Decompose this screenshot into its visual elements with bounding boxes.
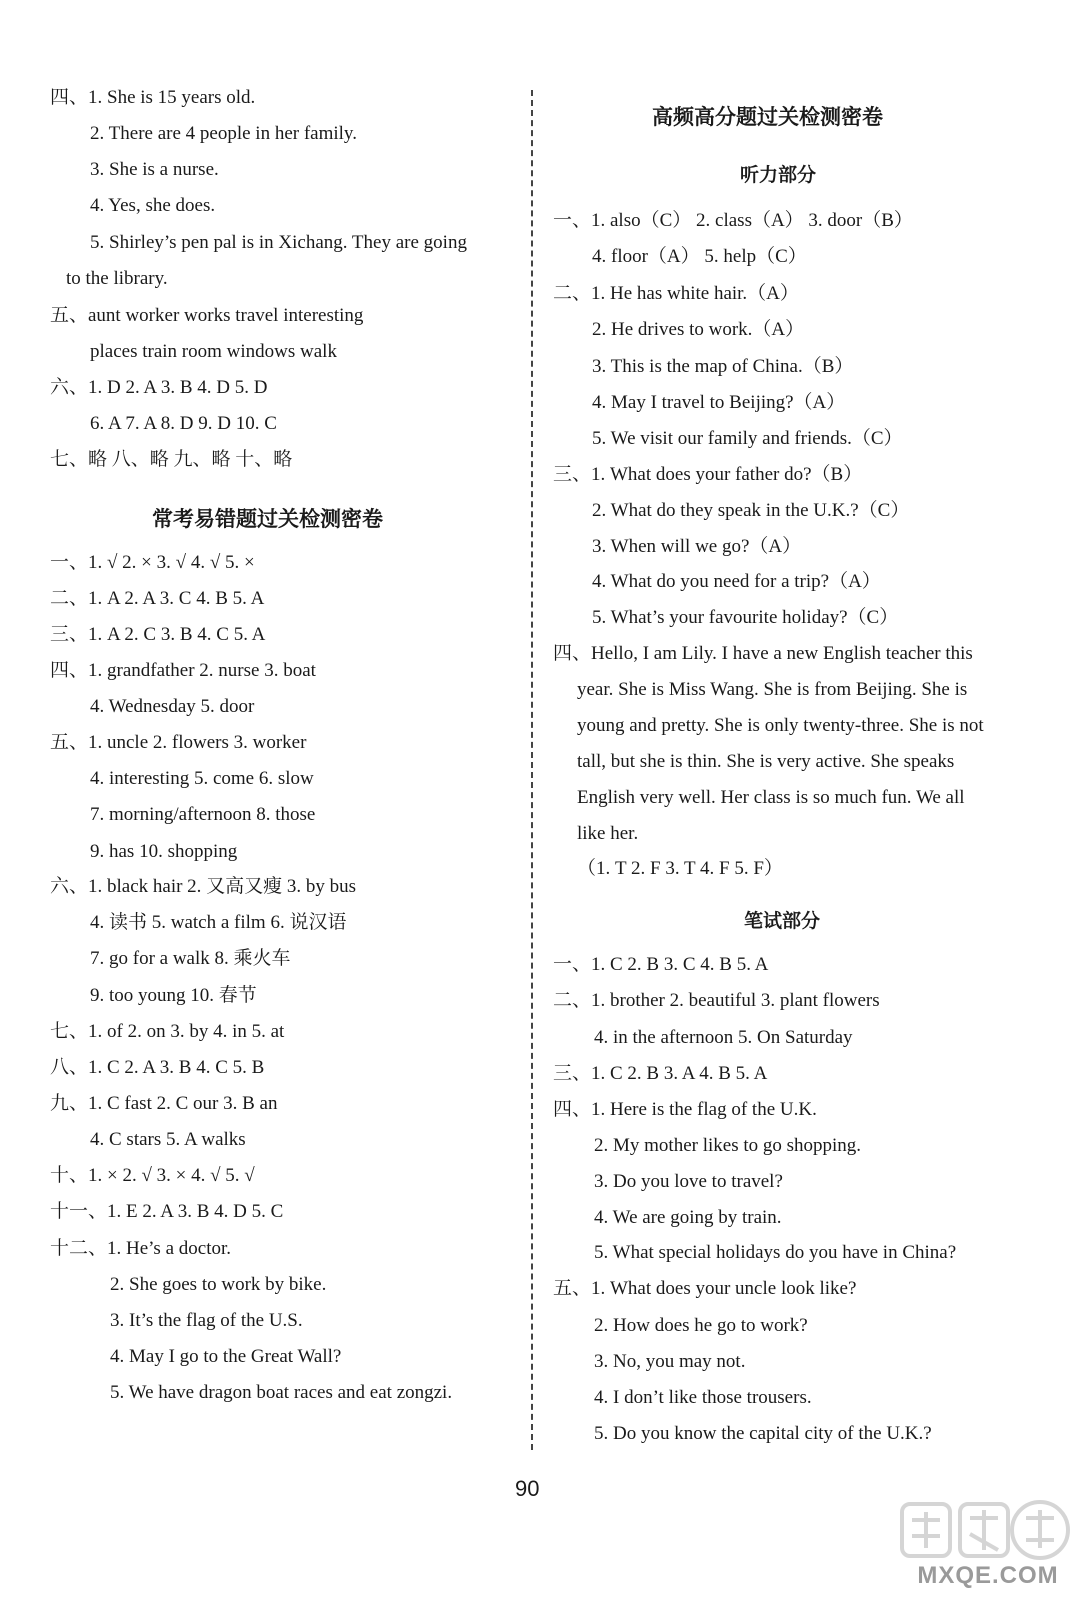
answer-line: 4. May I travel to Beijing?（A） — [592, 392, 846, 413]
answer-line: 4. interesting 5. come 6. slow — [90, 768, 314, 789]
answer-line: places train room windows walk — [90, 341, 337, 362]
page-number: 90 — [515, 1476, 540, 1501]
answer-line: 7. go for a walk 8. 乘火车 — [90, 948, 291, 969]
answer-line: 二、1. brother 2. beautiful 3. plant flowers — [553, 990, 880, 1011]
answer-line: 5. What special holidays do you have in China? — [594, 1242, 957, 1263]
answer-line: 五、1. What does your uncle look like? — [553, 1278, 857, 1299]
answer-line: 一、1. C 2. B 3. C 4. B 5. A — [553, 954, 769, 975]
answer-line: 九、1. C fast 2. C our 3. B an — [50, 1093, 278, 1114]
answer-line: 四、1. She is 15 years old. — [50, 87, 256, 108]
answer-line: 4. Yes, she does. — [90, 195, 216, 216]
answer-line: 五、aunt worker works travel interesting — [50, 305, 364, 326]
answer-line: 4. in the afternoon 5. On Saturday — [594, 1027, 853, 1048]
answer-line: 十、1. × 2. √ 3. × 4. √ 5. √ — [50, 1165, 255, 1186]
answer-line: 4. C stars 5. A walks — [90, 1129, 246, 1150]
answer-line: 4. We are going by train. — [594, 1207, 782, 1228]
answer-line: like her. — [577, 823, 639, 844]
answer-line: 3. It’s the flag of the U.S. — [110, 1310, 303, 1331]
answer-line: 6. A 7. A 8. D 9. D 10. C — [90, 413, 277, 434]
answer-line: 3. She is a nurse. — [90, 159, 219, 180]
answer-line: 十二、1. He’s a doctor. — [50, 1238, 232, 1259]
answer-line: 七、略 八、略 九、略 十、略 — [50, 449, 293, 470]
answer-line: 一、1. √ 2. × 3. √ 4. √ 5. × — [50, 552, 255, 573]
answer-line: 5. What’s your favourite holiday?（C） — [592, 607, 899, 628]
answer-line: 4. May I go to the Great Wall? — [110, 1346, 342, 1367]
answer-line: 二、1. He has white hair.（A） — [553, 283, 799, 304]
answer-line: 5. Shirley’s pen pal is in Xichang. They are going — [90, 232, 467, 253]
answer-line: 三、1. A 2. C 3. B 4. C 5. A — [50, 624, 266, 645]
answer-line: 3. This is the map of China.（B） — [592, 356, 854, 377]
answer-line: English very well. Her class is so much fun. We all — [577, 787, 965, 808]
answer-line: 三、1. C 2. B 3. A 4. B 5. A — [553, 1063, 768, 1084]
answer-line: 六、1. black hair 2. 又高又瘦 3. by bus — [50, 876, 357, 897]
answer-line: 四、1. grandfather 2. nurse 3. boat — [50, 660, 316, 681]
section-subtitle: 笔试部分 — [744, 910, 821, 932]
answer-line: （1. T 2. F 3. T 4. F 5. F） — [577, 858, 783, 879]
answer-line: 2. There are 4 people in her family. — [90, 123, 357, 144]
answer-line: 4. I don’t like those trousers. — [594, 1387, 812, 1408]
answer-line: 一、1. also（C） 2. class（A） 3. door（B） — [553, 210, 913, 231]
answer-line: 二、1. A 2. A 3. C 4. B 5. A — [50, 588, 265, 609]
answer-line: 2. He drives to work.（A） — [592, 319, 805, 340]
answer-line: 9. too young 10. 春节 — [90, 985, 257, 1006]
answer-line: 2. How does he go to work? — [594, 1315, 808, 1336]
answer-line: 八、1. C 2. A 3. B 4. C 5. B — [50, 1057, 265, 1078]
answer-line: 4. Wednesday 5. door — [90, 696, 255, 717]
answer-line: 十一、1. E 2. A 3. B 4. D 5. C — [50, 1201, 284, 1222]
answer-line: 5. We have dragon boat races and eat zongzi. — [110, 1382, 453, 1403]
answer-line: 9. has 10. shopping — [90, 841, 238, 862]
answer-line: 5. We visit our family and friends.（C） — [592, 428, 903, 449]
answer-line: 3. Do you love to travel? — [594, 1171, 783, 1192]
answer-line: 四、1. Here is the flag of the U.K. — [553, 1099, 817, 1120]
answer-line: 3. When will we go?（A） — [592, 536, 802, 557]
answer-line: 4. floor（A） 5. help（C） — [592, 246, 807, 267]
section-subtitle: 听力部分 — [740, 164, 817, 186]
watermark-text: MXQE.COM — [917, 1562, 1059, 1589]
answer-line: 5. Do you know the capital city of the U.K.? — [594, 1423, 932, 1444]
answer-line: tall, but she is thin. She is very active. She speaks — [577, 751, 955, 772]
answer-line: 七、1. of 2. on 3. by 4. in 5. at — [50, 1021, 285, 1042]
answer-line: 4. 读书 5. watch a film 6. 说汉语 — [90, 912, 347, 933]
answer-line: year. She is Miss Wang. She is from Beijing. She is — [577, 679, 968, 700]
answer-line: 五、1. uncle 2. flowers 3. worker — [50, 732, 307, 753]
answer-line: 2. My mother likes to go shopping. — [594, 1135, 862, 1156]
answer-line: 4. What do you need for a trip?（A） — [592, 571, 881, 592]
answer-line: 7. morning/afternoon 8. those — [90, 804, 316, 825]
answer-line: young and pretty. She is only twenty-three. She is not — [577, 715, 984, 736]
column-divider — [531, 90, 533, 1450]
answer-line: 四、Hello, I am Lily. I have a new English teacher this — [553, 643, 973, 664]
answer-line: 3. No, you may not. — [594, 1351, 746, 1372]
section-title: 常考易错题过关检测密卷 — [152, 507, 383, 531]
section-title: 高频高分题过关检测密卷 — [652, 105, 883, 129]
answer-line: 2. She goes to work by bike. — [110, 1274, 327, 1295]
answer-line: 六、1. D 2. A 3. B 4. D 5. D — [50, 377, 268, 398]
answer-line: 三、1. What does your father do?（B） — [553, 464, 863, 485]
answer-line: 2. What do they speak in the U.K.?（C） — [592, 500, 910, 521]
answer-line: to the library. — [66, 268, 168, 289]
